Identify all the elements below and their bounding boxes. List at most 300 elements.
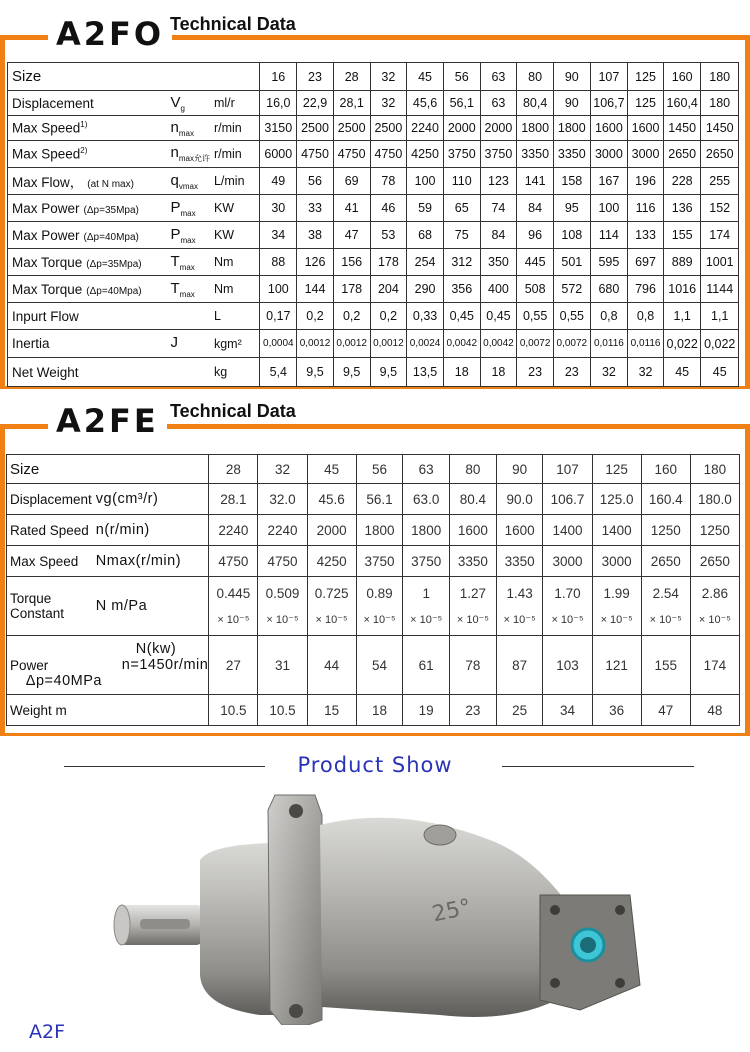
- table-cell: 0,022: [701, 330, 739, 358]
- symbol-letter: P: [170, 225, 181, 243]
- port-bolt-3: [550, 978, 560, 988]
- power-speed-condition: n=1450r/min: [121, 657, 209, 673]
- table-cell: [543, 484, 592, 515]
- cell-value: 47: [658, 702, 674, 718]
- a2fe-subtitle: Technical Data: [166, 401, 300, 422]
- table-cell: [641, 695, 690, 726]
- size-header: 125: [628, 63, 664, 91]
- table-cell: [592, 484, 641, 515]
- port-bolt-1: [550, 905, 560, 915]
- table-cell: [356, 484, 403, 515]
- table-cell: 68: [407, 222, 444, 249]
- row-label-note: (Δp=40Mpa): [83, 231, 139, 243]
- row-label: Rated Speed: [7, 515, 92, 546]
- exponent-factor: × 10⁻⁵: [551, 614, 584, 626]
- table-cell: [641, 484, 690, 515]
- cell-value: 1600: [504, 522, 535, 538]
- table-cell: 33: [297, 195, 334, 222]
- cell-value: 3750: [364, 553, 395, 569]
- table-cell: 0,0012: [333, 330, 370, 358]
- table-cell: [403, 515, 450, 546]
- table-cell: 4250: [407, 141, 444, 168]
- table-cell: 3000: [590, 141, 627, 168]
- cell-value: 27: [225, 657, 241, 673]
- table-cell: 400: [480, 276, 517, 303]
- a2fe-spec-table: [6, 454, 740, 726]
- row-unit: r/min: [210, 116, 260, 141]
- table-cell: 0,2: [370, 303, 407, 330]
- table-cell: 178: [333, 276, 370, 303]
- table-cell: 9,5: [297, 358, 334, 387]
- cell-value: 10.5: [220, 702, 247, 718]
- table-cell: 174: [701, 222, 739, 249]
- row-label: [8, 91, 167, 116]
- table-cell: [641, 515, 690, 546]
- table-cell: 0,022: [663, 330, 700, 358]
- row-label: Power: [7, 636, 92, 695]
- table-row: [8, 303, 739, 330]
- cell-value: 160.4: [648, 491, 683, 507]
- table-cell: [690, 636, 739, 695]
- product-show-title: Product Show: [297, 753, 453, 777]
- size-header: 107: [590, 63, 627, 91]
- table-cell: [641, 546, 690, 577]
- size-header: 23: [297, 63, 334, 91]
- table-header-row: [7, 455, 740, 484]
- unit-text: Nmax(r/min): [95, 553, 182, 569]
- cell-value: 3000: [601, 553, 632, 569]
- row-unit: [92, 484, 209, 515]
- table-cell: [307, 546, 356, 577]
- table-cell: 0,17: [260, 303, 297, 330]
- table-row: [7, 577, 740, 636]
- symbol-letter: q: [170, 171, 179, 189]
- table-cell: 69: [333, 168, 370, 195]
- table-cell: 108: [553, 222, 590, 249]
- table-cell: [258, 515, 307, 546]
- body-boss: [424, 825, 456, 845]
- size-header: 63: [480, 63, 517, 91]
- table-cell: 595: [590, 249, 627, 276]
- row-unit: L/min: [210, 168, 260, 195]
- row-label-text: Max Speed: [12, 120, 81, 136]
- table-cell: 167: [590, 168, 627, 195]
- mounting-flange: [268, 795, 322, 1025]
- table-cell: 1800: [517, 116, 554, 141]
- table-cell: 84: [480, 222, 517, 249]
- table-row: [8, 222, 739, 249]
- size-header: 125: [592, 455, 641, 484]
- table-cell: 126: [297, 249, 334, 276]
- exponent-factor: × 10⁻⁵: [503, 614, 536, 626]
- row-symbol: [167, 168, 210, 195]
- table-cell: [496, 546, 543, 577]
- table-cell: [592, 546, 641, 577]
- table-cell: [641, 577, 690, 636]
- table-cell: 65: [443, 195, 480, 222]
- table-cell: 95: [553, 195, 590, 222]
- row-label-text: Inpurt Flow: [12, 308, 79, 324]
- table-cell: 63: [480, 91, 517, 116]
- table-cell: [592, 515, 641, 546]
- table-cell: 152: [701, 195, 739, 222]
- table-cell: 9,5: [333, 358, 370, 387]
- cell-value: 18: [371, 702, 387, 718]
- table-cell: 0,0072: [553, 330, 590, 358]
- cell-value: 2650: [650, 553, 681, 569]
- size-header: 32: [370, 63, 407, 91]
- table-cell: [450, 484, 497, 515]
- table-cell: 56: [297, 168, 334, 195]
- cell-value: 4750: [267, 553, 298, 569]
- cell-value: 1800: [364, 522, 395, 538]
- table-cell: 133: [628, 222, 664, 249]
- table-cell: 3150: [260, 116, 297, 141]
- table-cell: 23: [517, 358, 554, 387]
- symbol-subscript: max: [180, 208, 196, 218]
- exponent-factor: × 10⁻⁵: [217, 614, 250, 626]
- row-label-note: (Δp=40Mpa): [86, 285, 142, 297]
- table-cell: 18: [480, 358, 517, 387]
- a2fe-right-bar: [745, 424, 750, 736]
- table-cell: 312: [443, 249, 480, 276]
- cell-value: 2240: [218, 522, 249, 538]
- table-cell: [690, 695, 739, 726]
- table-cell: 1800: [553, 116, 590, 141]
- symbol-subscript: max允许: [178, 154, 210, 163]
- cell-value: 34: [559, 702, 576, 718]
- table-cell: [307, 515, 356, 546]
- symbol-subscript: max: [178, 128, 194, 138]
- table-cell: 4750: [370, 141, 407, 168]
- cell-value: 103: [556, 657, 579, 673]
- row-unit: r/min: [210, 141, 260, 168]
- table-cell: 13,5: [407, 358, 444, 387]
- table-cell: 84: [517, 195, 554, 222]
- table-cell: 144: [297, 276, 334, 303]
- table-cell: 501: [553, 249, 590, 276]
- row-symbol: [167, 195, 210, 222]
- casting-mark: 25°: [430, 894, 474, 928]
- table-cell: 0,0116: [628, 330, 664, 358]
- table-cell: [258, 695, 307, 726]
- table-cell: 6000: [260, 141, 297, 168]
- row-label: [8, 276, 167, 303]
- table-row: [7, 695, 740, 726]
- a2fe-header: [0, 399, 750, 443]
- table-cell: 32: [370, 91, 407, 116]
- cell-value: 80.4: [459, 491, 487, 507]
- table-cell: 30: [260, 195, 297, 222]
- table-cell: [403, 577, 450, 636]
- cell-value: 121: [605, 657, 628, 673]
- a2fe-left-bar: [0, 424, 5, 736]
- cell-value: 45.6: [318, 491, 345, 507]
- table-cell: [258, 577, 307, 636]
- row-symbol: [167, 276, 210, 303]
- table-cell: 1144: [701, 276, 739, 303]
- cell-value: 106.7: [550, 491, 585, 507]
- table-cell: 0,0072: [517, 330, 554, 358]
- table-cell: 88: [260, 249, 297, 276]
- unit-text: vg(cm³/r): [95, 491, 159, 507]
- table-cell: 32: [628, 358, 664, 387]
- table-cell: 90: [553, 91, 590, 116]
- table-cell: [690, 515, 739, 546]
- size-header: 160: [641, 455, 690, 484]
- cell-value: 2.54: [652, 586, 679, 601]
- size-header: 180: [690, 455, 739, 484]
- row-unit: KW: [210, 222, 260, 249]
- power-unit: N(kw): [135, 641, 177, 657]
- cell-value: 174: [703, 657, 727, 673]
- row-label-text: Max Flow，: [12, 175, 84, 190]
- size-header: 160: [663, 63, 700, 91]
- cell-value: 1800: [411, 522, 442, 538]
- table-cell: 2650: [701, 141, 739, 168]
- row-unit: [92, 546, 209, 577]
- table-cell: [356, 695, 403, 726]
- cell-value: 23: [465, 702, 481, 718]
- symbol-letter: V: [170, 93, 181, 111]
- table-cell: 2000: [443, 116, 480, 141]
- table-cell: 0,0012: [370, 330, 407, 358]
- table-cell: 116: [628, 195, 664, 222]
- table-cell: 1016: [663, 276, 700, 303]
- row-symbol: [167, 91, 210, 116]
- row-label: [8, 303, 167, 330]
- exponent-factor: × 10⁻⁵: [363, 614, 396, 626]
- cell-value: 3000: [552, 553, 583, 569]
- size-header: 32: [258, 455, 307, 484]
- row-unit: [92, 577, 209, 636]
- unit-text: N m/Pa: [95, 598, 148, 614]
- cell-value: 1.43: [506, 586, 533, 601]
- table-cell: 1600: [628, 116, 664, 141]
- table-cell: 1450: [701, 116, 739, 141]
- table-cell: 0,8: [590, 303, 627, 330]
- table-cell: [258, 636, 307, 695]
- table-row: [8, 276, 739, 303]
- table-cell: 9,5: [370, 358, 407, 387]
- table-cell: 38: [297, 222, 334, 249]
- symbol-subscript: vmax: [178, 181, 198, 191]
- table-row: [8, 168, 739, 195]
- table-cell: 204: [370, 276, 407, 303]
- cell-value: 1250: [699, 522, 730, 538]
- row-unit: L: [210, 303, 260, 330]
- table-cell: 0,0004: [260, 330, 297, 358]
- table-cell: 445: [517, 249, 554, 276]
- table-cell: [356, 515, 403, 546]
- row-label-text: Max Torque: [12, 254, 83, 270]
- row-label-note: (at N max): [87, 179, 134, 190]
- table-cell: [209, 695, 258, 726]
- cell-value: 2.86: [701, 586, 729, 601]
- table-cell: 178: [370, 249, 407, 276]
- table-cell: [209, 515, 258, 546]
- cell-value: 10.5: [269, 702, 296, 718]
- table-cell: 2500: [333, 116, 370, 141]
- table-cell: 680: [590, 276, 627, 303]
- table-cell: 100: [260, 276, 297, 303]
- row-label: [8, 195, 167, 222]
- exponent-factor: × 10⁻⁵: [600, 614, 633, 626]
- table-header-row: [8, 63, 739, 91]
- table-cell: [403, 546, 450, 577]
- cell-value: 78: [465, 657, 481, 673]
- table-cell: 3750: [480, 141, 517, 168]
- table-cell: 255: [701, 168, 739, 195]
- cell-value: 3350: [504, 553, 535, 569]
- table-cell: [307, 577, 356, 636]
- table-row: [8, 358, 739, 387]
- row-unit: kg: [210, 358, 260, 387]
- table-cell: 53: [370, 222, 407, 249]
- table-cell: [450, 546, 497, 577]
- table-cell: [258, 546, 307, 577]
- table-cell: 697: [628, 249, 664, 276]
- table-cell: 2650: [663, 141, 700, 168]
- row-label: Max Speed: [7, 546, 92, 577]
- a2fo-header: [0, 12, 750, 56]
- table-cell: 100: [407, 168, 444, 195]
- cell-value: 3350: [457, 553, 488, 569]
- exponent-factor: × 10⁻⁵: [315, 614, 348, 626]
- table-cell: 2500: [297, 116, 334, 141]
- cell-value: 0.509: [265, 586, 300, 601]
- symbol-subscript: max: [180, 235, 196, 245]
- table-cell: [356, 546, 403, 577]
- row-unit: [92, 695, 209, 726]
- symbol-letter: P: [170, 198, 181, 216]
- table-cell: 3750: [443, 141, 480, 168]
- table-cell: 23: [553, 358, 590, 387]
- table-cell: 22,9: [297, 91, 334, 116]
- table-cell: [592, 577, 641, 636]
- table-cell: 156: [333, 249, 370, 276]
- table-cell: 45: [701, 358, 739, 387]
- row-symbol: [167, 222, 210, 249]
- table-cell: 96: [517, 222, 554, 249]
- table-cell: 75: [443, 222, 480, 249]
- table-cell: [543, 695, 592, 726]
- size-header: 80: [450, 455, 497, 484]
- row-label-text: Max Speed: [12, 146, 81, 162]
- row-label-footnote: 1): [80, 120, 88, 130]
- a2fe-bottom-bar: [0, 733, 750, 736]
- size-header: 80: [517, 63, 554, 91]
- row-label: [8, 116, 167, 141]
- table-cell: 196: [628, 168, 664, 195]
- table-cell: 228: [663, 168, 700, 195]
- symbol-subscript: g: [180, 103, 185, 113]
- table-cell: [690, 577, 739, 636]
- table-cell: 46: [370, 195, 407, 222]
- port-cap-center: [580, 937, 596, 953]
- table-cell: 123: [480, 168, 517, 195]
- cell-value: 15: [324, 702, 340, 718]
- table-cell: [307, 695, 356, 726]
- table-cell: 106,7: [590, 91, 627, 116]
- row-label: [8, 222, 167, 249]
- row-unit: [92, 515, 209, 546]
- table-row: [8, 141, 739, 168]
- table-cell: [641, 636, 690, 695]
- table-cell: 47: [333, 222, 370, 249]
- row-unit: KW: [210, 195, 260, 222]
- table-cell: 18: [443, 358, 480, 387]
- product-image-caption: A2F: [29, 1021, 66, 1043]
- symbol-letter: n: [170, 144, 179, 161]
- row-label-note: (Δp=35Mpa): [83, 204, 139, 216]
- table-cell: [403, 484, 450, 515]
- cell-value: 44: [324, 657, 340, 673]
- cell-value: 1.70: [554, 586, 581, 601]
- symbol-letter: T: [170, 279, 180, 297]
- table-cell: [356, 577, 403, 636]
- cell-value: 25: [512, 702, 528, 718]
- table-cell: 1,1: [663, 303, 700, 330]
- symbol-letter: T: [170, 252, 180, 270]
- cell-value: 2000: [316, 522, 347, 538]
- symbol-letter: J: [170, 334, 178, 351]
- cell-value: 155: [654, 657, 677, 673]
- table-cell: 350: [480, 249, 517, 276]
- cell-value: 90.0: [506, 491, 533, 507]
- flange-bolt-hole-top: [289, 804, 303, 818]
- table-cell: [209, 577, 258, 636]
- table-cell: 155: [663, 222, 700, 249]
- cell-value: 125.0: [599, 491, 634, 507]
- pump-product-image: [110, 785, 650, 1025]
- exponent-factor: × 10⁻⁵: [698, 614, 731, 626]
- table-row: [8, 330, 739, 358]
- size-header: 45: [307, 455, 356, 484]
- cell-value: 180.0: [697, 491, 732, 507]
- size-header: 180: [701, 63, 739, 91]
- table-cell: 0,0042: [480, 330, 517, 358]
- cell-value: 4250: [316, 553, 347, 569]
- unit-text: n(r/min): [95, 522, 150, 538]
- table-cell: [543, 515, 592, 546]
- table-cell: [496, 695, 543, 726]
- cell-value: 56.1: [366, 491, 393, 507]
- size-header: 90: [553, 63, 590, 91]
- cell-value: 1.99: [603, 586, 630, 601]
- row-label-note: (Δp=35Mpa): [86, 258, 142, 270]
- row-label-text: Max Torque: [12, 281, 83, 297]
- cell-value: 1400: [601, 522, 632, 538]
- a2fo-right-bar: [745, 35, 750, 389]
- table-cell: [592, 695, 641, 726]
- row-unit: Nm: [210, 276, 260, 303]
- table-cell: [403, 636, 450, 695]
- row-label: [8, 141, 167, 168]
- row-symbol: [167, 116, 210, 141]
- cell-value: 0.725: [314, 586, 349, 601]
- table-row: [8, 249, 739, 276]
- row-label: [8, 358, 167, 387]
- a2fo-spec-table: [7, 62, 739, 387]
- table-row: [7, 515, 740, 546]
- row-symbol: [167, 141, 210, 168]
- cell-value: 32.0: [269, 491, 296, 507]
- table-cell: 0,2: [297, 303, 334, 330]
- cell-value: 63.0: [413, 491, 440, 507]
- table-cell: 508: [517, 276, 554, 303]
- table-cell: 125: [628, 91, 664, 116]
